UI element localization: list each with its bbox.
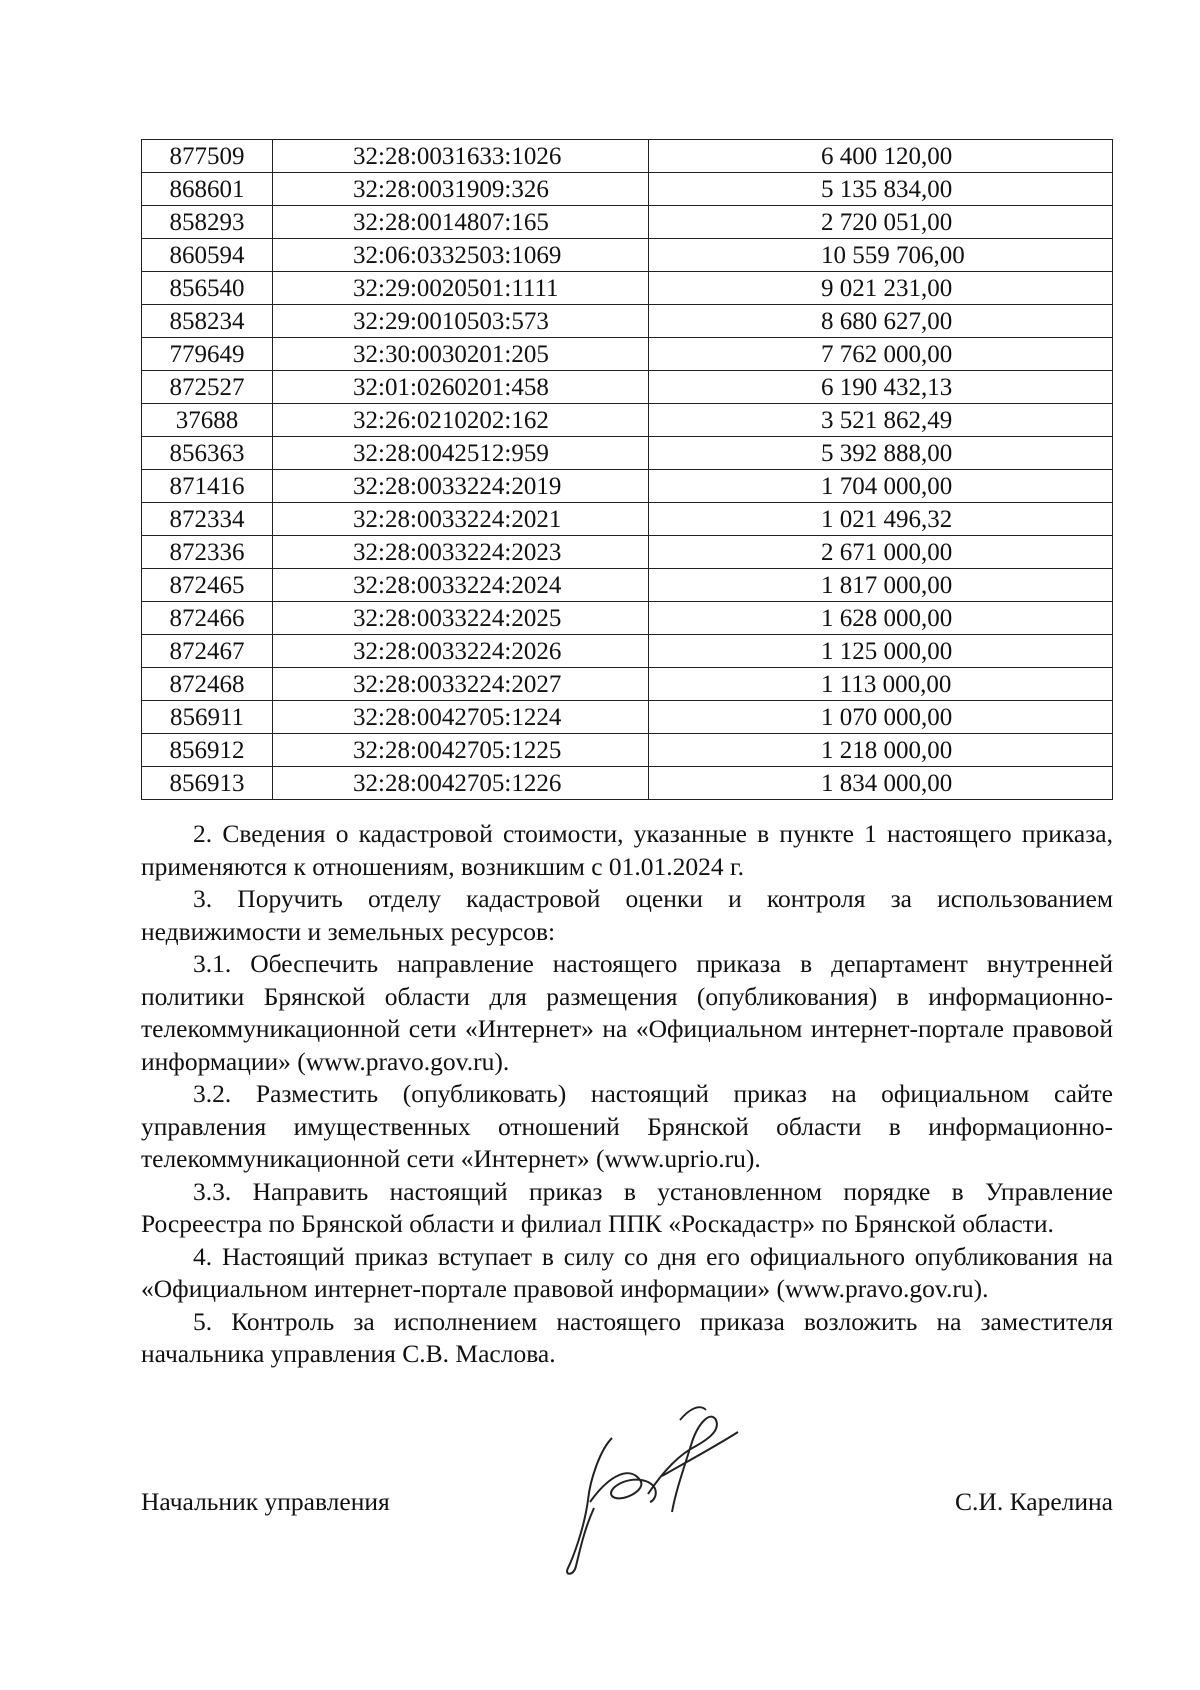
object-number-cell: 858293 [142, 206, 273, 239]
paragraph-5: 5. Контроль за исполнением настоящего приказа возложить на заместителя начальника управления С.В. Маслова. [141, 1306, 1113, 1368]
paragraph-2: 2. Сведения о кадастровой стоимости, указанные в пункте 1 настоящего приказа, применяются к отношениям, возникшим с 01.01.2024 г. [141, 819, 1113, 881]
cadastral-number-cell: 32:28:0033224:2025 [273, 602, 649, 635]
paragraph-3-3: 3.3. Направить настоящий приказ в установленном порядке в Управление Росреестра по Брянской области и филиал ППК «Роскадастр» по Брянской области. [141, 1176, 1113, 1238]
object-number-cell: 856540 [142, 272, 273, 305]
cadastral-value-cell: 2 671 000,00 [649, 536, 1113, 569]
object-number-cell: 872465 [142, 569, 273, 602]
table-row [142, 239, 1113, 272]
cadastral-number-cell: 32:28:0042705:1224 [273, 701, 649, 734]
object-number-cell: 871416 [142, 470, 273, 503]
signatory-title: Начальник управления [141, 1487, 390, 1516]
cadastral-value-cell: 5 135 834,00 [649, 173, 1113, 206]
handwritten-signature [560, 1390, 760, 1580]
object-number-cell: 868601 [142, 173, 273, 206]
cadastral-value-cell: 1 218 000,00 [649, 734, 1113, 767]
object-number-cell: 872336 [142, 536, 273, 569]
cadastral-number-cell: 32:28:0042705:1225 [273, 734, 649, 767]
order-text [141, 818, 1113, 1371]
cadastral-number-cell: 32:28:0033224:2026 [273, 635, 649, 668]
object-number-cell: 779649 [142, 338, 273, 371]
cadastral-value-cell: 10 559 706,00 [649, 239, 1113, 272]
table-row [142, 635, 1113, 668]
table-row [142, 371, 1113, 404]
cadastral-number-cell: 32:29:0010503:573 [273, 305, 649, 338]
object-number-cell: 872527 [142, 371, 273, 404]
cadastral-value-cell: 1 834 000,00 [649, 767, 1113, 800]
cadastral-value-cell: 1 070 000,00 [649, 701, 1113, 734]
cadastral-number-cell: 32:01:0260201:458 [273, 371, 649, 404]
table-row [142, 734, 1113, 767]
object-number-cell: 860594 [142, 239, 273, 272]
cadastral-number-cell: 32:28:0031909:326 [273, 173, 649, 206]
cadastral-value-cell: 1 125 000,00 [649, 635, 1113, 668]
table-row [142, 206, 1113, 239]
cadastral-number-cell: 32:28:0014807:165 [273, 206, 649, 239]
cadastral-number-cell: 32:28:0031633:1026 [273, 140, 649, 173]
cadastral-number-cell: 32:26:0210202:162 [273, 404, 649, 437]
cadastral-value-cell: 3 521 862,49 [649, 404, 1113, 437]
table-row [142, 338, 1113, 371]
signatory-name: С.И. Карелина [955, 1487, 1113, 1516]
cadastral-number-cell: 32:28:0042512:959 [273, 437, 649, 470]
table-row [142, 140, 1113, 173]
table-row [142, 173, 1113, 206]
cadastral-value-cell: 5 392 888,00 [649, 437, 1113, 470]
table-row [142, 536, 1113, 569]
object-number-cell: 37688 [142, 404, 273, 437]
object-number-cell: 856913 [142, 767, 273, 800]
cadastral-number-cell: 32:28:0033224:2023 [273, 536, 649, 569]
cadastral-number-cell: 32:28:0033224:2027 [273, 668, 649, 701]
cadastral-value-cell: 8 680 627,00 [649, 305, 1113, 338]
table-row [142, 404, 1113, 437]
cadastral-number-cell: 32:28:0042705:1226 [273, 767, 649, 800]
table-body [142, 140, 1113, 800]
paragraph-3: 3. Поручить отделу кадастровой оценки и контроля за использованием недвижимости и земельных ресурсов: [141, 884, 1113, 946]
cadastral-number-cell: 32:28:0033224:2021 [273, 503, 649, 536]
object-number-cell: 856912 [142, 734, 273, 767]
cadastral-number-cell: 32:28:0033224:2024 [273, 569, 649, 602]
table-row [142, 503, 1113, 536]
cadastral-value-cell: 1 817 000,00 [649, 569, 1113, 602]
paragraph-3-2: 3.2. Разместить (опубликовать) настоящий приказ на официальном сайте управления имущественных отношений Брянской области в информационно-телекоммуникационной сети «Интернет» (www.uprio.ru). [141, 1079, 1113, 1173]
paragraph-3-1: 3.1. Обеспечить направление настоящего приказа в департамент внутренней политики Брянской области для размещения (опубликования) в информационно-телекоммуникационной сети «Интернет» на «Официальном интернет-портале правовой информации» (www.pravo.gov.ru). [141, 949, 1113, 1076]
table-row [142, 470, 1113, 503]
object-number-cell: 858234 [142, 305, 273, 338]
cadastral-number-cell: 32:06:0332503:1069 [273, 239, 649, 272]
signature-block [141, 1487, 1113, 1527]
cadastral-number-cell: 32:30:0030201:205 [273, 338, 649, 371]
table-row [142, 668, 1113, 701]
object-number-cell: 872467 [142, 635, 273, 668]
table-row [142, 767, 1113, 800]
cadastral-value-cell: 7 762 000,00 [649, 338, 1113, 371]
cadastral-value-cell: 1 628 000,00 [649, 602, 1113, 635]
object-number-cell: 856911 [142, 701, 273, 734]
cadastral-value-table [141, 139, 1113, 800]
table-row [142, 602, 1113, 635]
object-number-cell: 856363 [142, 437, 273, 470]
cadastral-value-cell: 6 190 432,13 [649, 371, 1113, 404]
cadastral-value-cell: 6 400 120,00 [649, 140, 1113, 173]
object-number-cell: 877509 [142, 140, 273, 173]
table-row [142, 437, 1113, 470]
object-number-cell: 872466 [142, 602, 273, 635]
cadastral-value-cell: 1 021 496,32 [649, 503, 1113, 536]
table-row [142, 569, 1113, 602]
cadastral-value-cell: 1 704 000,00 [649, 470, 1113, 503]
object-number-cell: 872334 [142, 503, 273, 536]
table-row [142, 272, 1113, 305]
cadastral-number-cell: 32:29:0020501:1111 [273, 272, 649, 305]
table-row [142, 701, 1113, 734]
cadastral-value-cell: 1 113 000,00 [649, 668, 1113, 701]
cadastral-number-cell: 32:28:0033224:2019 [273, 470, 649, 503]
cadastral-value-cell: 9 021 231,00 [649, 272, 1113, 305]
object-number-cell: 872468 [142, 668, 273, 701]
table-row [142, 305, 1113, 338]
paragraph-4: 4. Настоящий приказ вступает в силу со дня его официального опубликования на «Официальном интернет-портале правовой информации» (www.pravo.gov.ru). [141, 1241, 1113, 1303]
cadastral-value-cell: 2 720 051,00 [649, 206, 1113, 239]
